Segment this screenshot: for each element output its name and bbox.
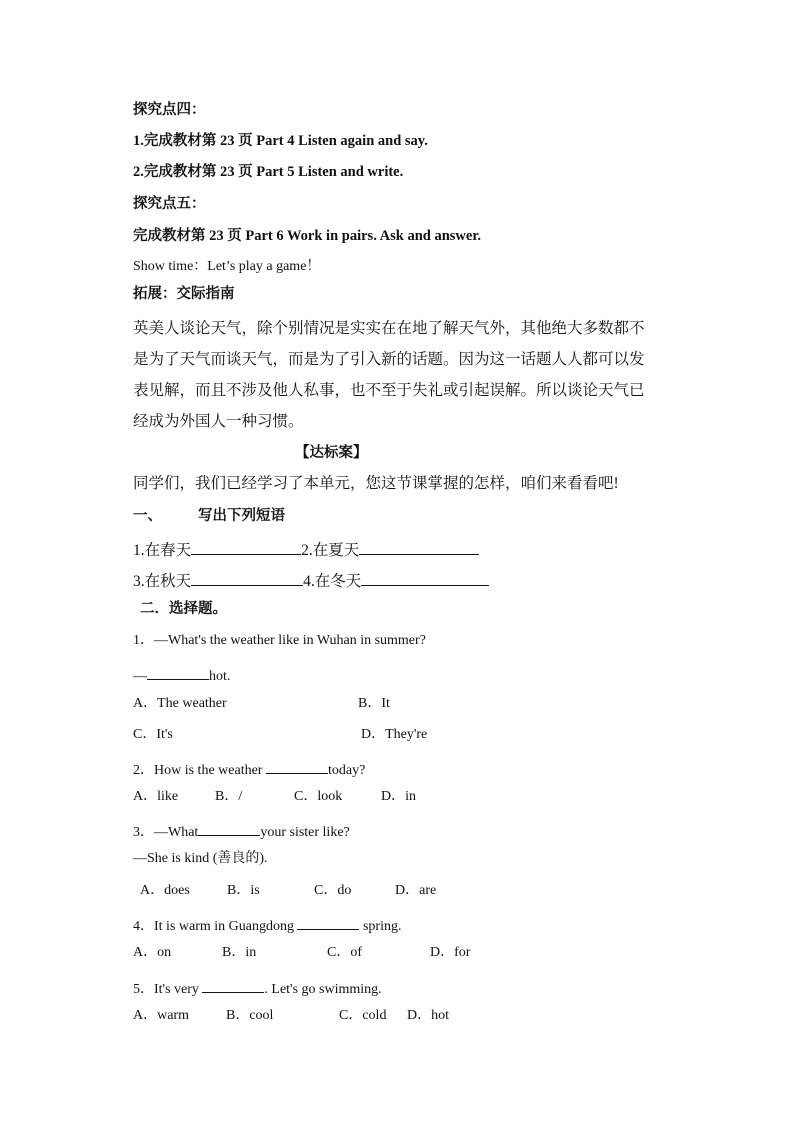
phrase-2-label: 2.在夏天 [301, 542, 360, 559]
dash: — [133, 669, 147, 684]
question-2-blank[interactable] [266, 759, 328, 774]
explore-point5-item1: 完成教材第 23 页 Part 6 Work in pairs. Ask and answer. [133, 228, 482, 244]
option-c[interactable]: C．It's [133, 727, 173, 742]
explore-point5-heading: 探究点五： [133, 196, 206, 212]
question-3-suffix: your sister like? [260, 825, 350, 840]
phrase-1-label: 1.在春天 [133, 542, 192, 559]
phrase-3-label: 3.在秋天 [133, 573, 192, 590]
question-3-answer-line: —She is kind (善良的). [133, 851, 268, 866]
question-4-blank[interactable] [297, 915, 359, 930]
question-3-prefix: 3．—What [133, 825, 199, 840]
explore-point4-heading: 探究点四： [133, 102, 206, 118]
extension-heading: 拓展：交际指南 [133, 286, 235, 302]
assessment-intro: 同学们，我们已经学习了本单元，您这节课掌握的怎样，咱们来看看吧! [133, 475, 619, 492]
option-b[interactable]: B．cool [226, 1008, 274, 1023]
extension-paragraph-line: 是为了天气而谈天气，而是为了引入新的话题。因为这一话题人人都可以发 [133, 351, 645, 368]
option-a[interactable]: A．does [140, 883, 190, 898]
phrase-row [133, 571, 489, 590]
section1-heading [133, 509, 285, 524]
question-4-suffix: spring. [359, 919, 402, 934]
extension-paragraph-line: 经成为外国人一种习惯。 [133, 413, 304, 430]
section1-title: 写出下列短语 [198, 508, 285, 524]
phrase-row [133, 540, 479, 559]
question-5-blank[interactable] [202, 978, 264, 993]
option-d[interactable]: D．They're [361, 727, 428, 742]
question-2-prefix: 2．How is the weather [133, 763, 266, 778]
option-c[interactable]: C．look [294, 789, 343, 804]
option-b[interactable]: B．in [222, 945, 257, 960]
option-b[interactable]: B．is [227, 883, 260, 898]
option-a[interactable]: A．like [133, 789, 179, 804]
option-a[interactable]: A．warm [133, 1008, 189, 1023]
question-1: 1．—What's the weather like in Wuhan in summer? [133, 633, 426, 648]
phrase-3-blank[interactable] [191, 571, 303, 586]
phrase-2-blank[interactable] [359, 540, 479, 555]
question-2-suffix: today? [327, 763, 366, 778]
question-4 [133, 915, 401, 934]
option-a[interactable]: A．The weather [133, 696, 227, 711]
question-5 [133, 978, 382, 997]
question-1-answer-line [133, 665, 230, 684]
question-5-suffix: . Let's go swimming. [264, 982, 382, 997]
option-d[interactable]: D．hot [407, 1008, 449, 1023]
question-1-blank[interactable] [147, 665, 209, 680]
option-c[interactable]: C．do [314, 883, 352, 898]
phrase-4-label: 4.在冬天 [303, 573, 362, 590]
option-d[interactable]: D．in [381, 789, 416, 804]
phrase-4-blank[interactable] [361, 571, 489, 586]
extension-paragraph-line: 英美人谈论天气，除个别情况是实实在在地了解天气外，其他绝大多数都不 [133, 320, 645, 337]
option-d[interactable]: D．are [395, 883, 437, 898]
phrase-1-blank[interactable] [191, 540, 301, 555]
option-a[interactable]: A．on [133, 945, 172, 960]
option-b[interactable]: B．/ [215, 789, 243, 804]
explore-point4-item1: 1.完成教材第 23 页 Part 4 Listen again and say. [133, 133, 428, 149]
section2-heading: 二．选择题。 [140, 601, 227, 617]
question-3-blank[interactable] [198, 821, 260, 836]
assessment-title: 【达标案】 [295, 445, 368, 461]
show-time-line: Show time：Let’s play a game！ [133, 259, 321, 274]
question-4-prefix: 4．It is warm in Guangdong [133, 919, 298, 934]
option-c[interactable]: C．cold [339, 1008, 387, 1023]
option-d[interactable]: D．for [430, 945, 471, 960]
question-2 [133, 759, 365, 778]
explore-point4-item2: 2.完成教材第 23 页 Part 5 Listen and write. [133, 164, 404, 180]
question-1-suffix: hot. [209, 669, 231, 684]
question-3 [133, 821, 350, 840]
question-5-prefix: 5．It's very [133, 982, 203, 997]
section1-number: 一、 [133, 508, 162, 524]
extension-paragraph-line: 表见解，而且不涉及他人私事，也不至于失礼或引起误解。所以谈论天气已 [133, 382, 645, 399]
option-c[interactable]: C．of [327, 945, 362, 960]
question-1-options-ab [133, 697, 227, 711]
option-b[interactable]: B．It [358, 696, 390, 711]
